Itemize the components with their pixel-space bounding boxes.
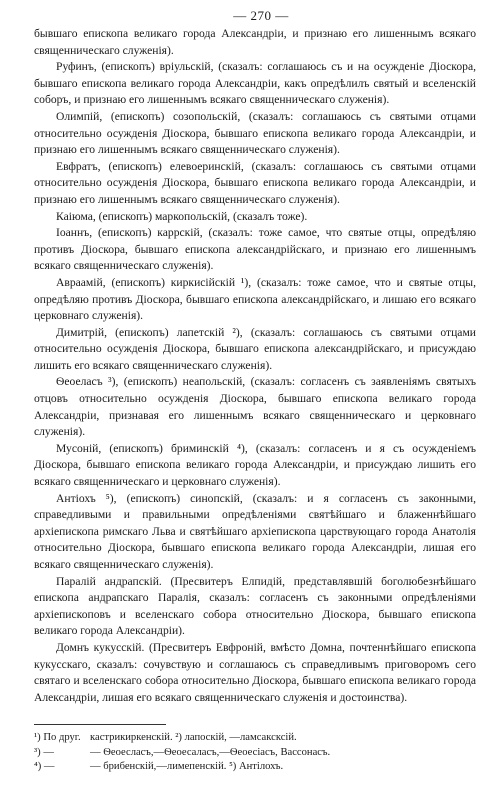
paragraph: Олимпій, (епископъ) созопольскій, (сказалъ: соглашаюсь съ святыми отцами относительно осужденія Діоскора, бывшаго епископа великаго города Александріи, и признаю его лишеннымъ всякаго священническаго служенія). (34, 109, 476, 157)
paragraph: бывшаго епископа великаго города Александріи, и признаю его лишеннымъ всякаго священническаго служенія). (34, 27, 476, 57)
body-text (34, 26, 476, 706)
page-number: — 270 — (233, 8, 289, 23)
footnote-marker: ³) — (34, 746, 54, 758)
paragraph: Паралій андрапскій. (Пресвитеръ Елпидій, представлявшій боголюбезнѣйшаго епископа андрапскаго Паралія, сказалъ: согласенъ съ законными опредѣленіями архіепископовъ и вселенскаго собора относительно Діоскора, бывшаго епископа великаго города Александріи). (34, 574, 476, 638)
paragraph: Руфинъ, (епископъ) вріульскій, (сказалъ: соглашаюсь съ и на осужденіе Діоскора, бывшаго епископа великаго города Александріи, какъ опредѣлилъ святый и вселенскій соборъ, и признаю его лишеннымъ всякаго священническаго служенія). (34, 60, 476, 107)
paragraph: Ѳеоеласъ ³), (епископъ) неапольскій, (сказалъ: согласенъ съ заявленіямъ святыхъ отцовъ относительно осужденія Діоскора, бывшаго епископа великаго города Александріи, признавая его лишеннымъ всякаго священническаго и церковнаго служенія). (34, 375, 476, 439)
footnote-marker: ¹) По друг. (34, 732, 81, 744)
footnote-rule (34, 724, 166, 725)
footnote-text: — брибенскій,—лимепенскій. ⁵) Антілохъ. (90, 761, 284, 773)
paragraph: Авраамій, (епископъ) киркисійскій ¹), (сказалъ: тоже самое, что и святые отцы, опредѣляю противъ Діоскора, бывшаго епископа александрійскаго, и лишаю его всякаго церковнаго служенія). (34, 275, 476, 323)
paragraph: Димитрій, (епископъ) лапетскій ²), (сказалъ: соглашаюсь съ святыми отцами относительно осужденія Діоскора, бывшаго епископа александрійскаго, и присуждаю лишить его всякаго священническаго служенія). (34, 325, 476, 372)
footnote-line (34, 731, 476, 745)
footnote-text: — Ѳеоесласъ,—Ѳеоесаласъ,—Ѳеоесіасъ, Вассонасъ. (90, 746, 331, 758)
paragraph: Антіохъ ⁵), (епископъ) синопскій, (сказалъ: и я согласенъ съ законными, справедливыми и правильными опредѣленіями святѣйшаго и блаженнѣйшаго архіепископа римскаго Льва и святѣйшаго архіепископа царствующаго города Анатолія относительно Діоскора, бывшаго епископа великаго города Александріи, лишая его всякаго священническаго служенія). (34, 491, 476, 571)
footnotes (34, 731, 476, 774)
paragraph: Іоаннъ, (епископъ) каррскій, (сказалъ: тоже самое, что святые отцы, опредѣляю противъ Діоскора, бывшаго епископа александрійскаго, и признаю его лишеннымъ всякаго священническаго служенія). (34, 226, 476, 273)
footnote-line (34, 746, 476, 760)
paragraph: Каіюма, (епископъ) маркопольскій, (сказалъ тоже). (56, 209, 308, 223)
footnote-line (34, 760, 476, 774)
paragraph: Мусоній, (епископъ) бриминскій ⁴), (сказалъ: согласенъ и я съ осужденіемъ Діоскора, бывшаго епископа великаго города Александріи, и присуждаю лишить его всякаго священническаго и церковнаго служенія). (34, 441, 476, 489)
paragraph: Евфратъ, (епископъ) елевоеринскій, (сказалъ: соглашаюсь съ святыми отцами относительно осужденія Діоскора, бывшаго епископа великаго города Александріи, и признаю его лишеннымъ всякаго священническаго служенія). (34, 159, 476, 206)
footnote-marker: ⁴) — (34, 761, 55, 773)
footnote-text: кастрикиркенскій. ²) лапоскій, —ламсаксксій. (90, 732, 297, 744)
paragraph: Домнъ кукусскій. (Пресвитеръ Евфроній, вмѣсто Домна, почтеннѣйшаго епископа кукусскаго, сказалъ: сочувствую и соглашаюсь съ справедливымъ приговоромъ сего святаго и вселенскаго собора относительно Діоскора, бывшаго епископа великаго города Александріи, лишая его всякаго священническаго служенія и достоинства). (34, 640, 476, 704)
